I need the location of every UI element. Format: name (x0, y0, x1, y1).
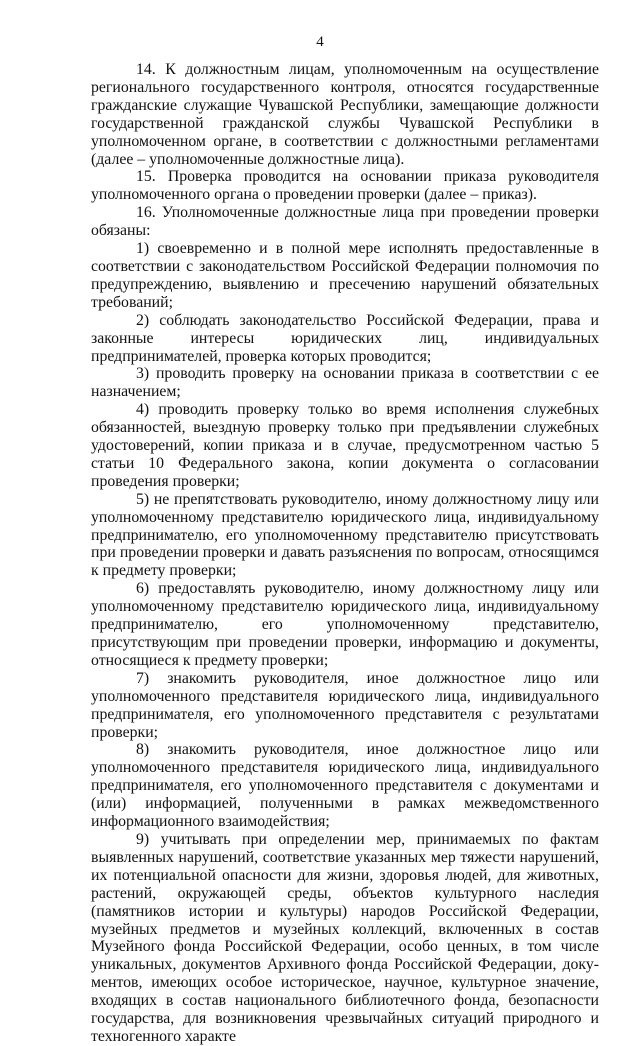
list-item-4: 4) проводить проверку только во время исполнения служебных обязанностей, выездную проверку только при предъявлении служебных удостоверений, копии приказа и в случае, предусмотренном частью 5 статьи 10 Федерального закона, копии документа о согласовании проведения проверки; (91, 401, 599, 490)
page-number: 4 (316, 34, 324, 50)
list-item-9: 9) учитывать при определении мер, принимаемых по фактам выявленных нарушений, соответствие указанных мер тяжести нарушений, их потенциальной опасности для жизни, здоровья людей, для животных, растений, окружающей среды, объектов культурного наследия (памятников истории и культуры) народов Российской Федерации, музейных предметов и музейных коллекций, включенных в состав Музейного фонда Российской Федерации, особо ценных, в том числе уникальных, документов Архивного фонда Российской Федерации, документов, имеющих особое историческое, научное, культурное значение, входящих в состав национального библиотечного фонда, безопасности государства, для возникновения чрезвычайных ситуаций природного и техногенного характе (91, 830, 599, 1045)
list-item-5: 5) не препятствовать руководителю, иному должностному лицу или уполномоченному представителю юридического лица, индивидуальному предпринимателю, его уполномоченному представителю присутствовать при проведении проверки и давать разъяснения по вопросам, относящимся к предмету проверки; (91, 490, 599, 580)
list-item-6: 6) предоставлять руководителю, иному должностному лицу или уполномоченному представителю юридического лица, индивидуальному предпринимателю, его уполномоченному представителю, присутствующим при проведении проверки, информацию и документы, относящиеся к предмету проверки; (91, 580, 599, 669)
list-item-8: 8) знакомить руководителя, иное должностное лицо или уполномоченного представителя юридического лица, индивидуального предпринимателя, его уполномоченного представителя с документами и (или) информацией, полученными в рамках межведомственного информационного взаимодействия; (91, 741, 599, 831)
paragraph-15: 15. Проверка проводится на основании приказа руководителя уполномоченного органа о проведении проверки (далее – приказ). (91, 168, 599, 204)
paragraph-14: 14. К должностным лицам, уполномоченным на осуществление регионального государственного контроля, относятся государственные гражданские служащие Чувашской Республики, замещающие должности государственной гражданской службы Чувашской Республики в уполномоченном органе, в соответствии с должностными регламентами (далее – уполномоченные должностные лица). (91, 61, 599, 168)
list-item-2: 2) соблюдать законодательство Российской Федерации, права и законные интересы юридических лиц, индивидуальных предпринимателей, проверка которых проводится; (91, 311, 599, 365)
document-body (91, 61, 599, 1046)
list-item-7: 7) знакомить руководителя, иное должностное лицо или уполномоченного представителя юридического лица, индивидуального предпринимателя, его уполномоченного представителя с результатами проверки; (91, 669, 599, 741)
paragraph-16: 16. Уполномоченные должностные лица при проведении проверки обязаны: (91, 204, 599, 240)
list-item-1: 1) своевременно и в полной мере исполнять предоставленные в соответствии с законодательством Российской Федерации полномочия по предупреждению, выявлению и пресечению нарушений обязательных требований; (91, 240, 599, 311)
list-item-3: 3) проводить проверку на основании приказа в соответствии с ее назначением; (91, 365, 599, 401)
